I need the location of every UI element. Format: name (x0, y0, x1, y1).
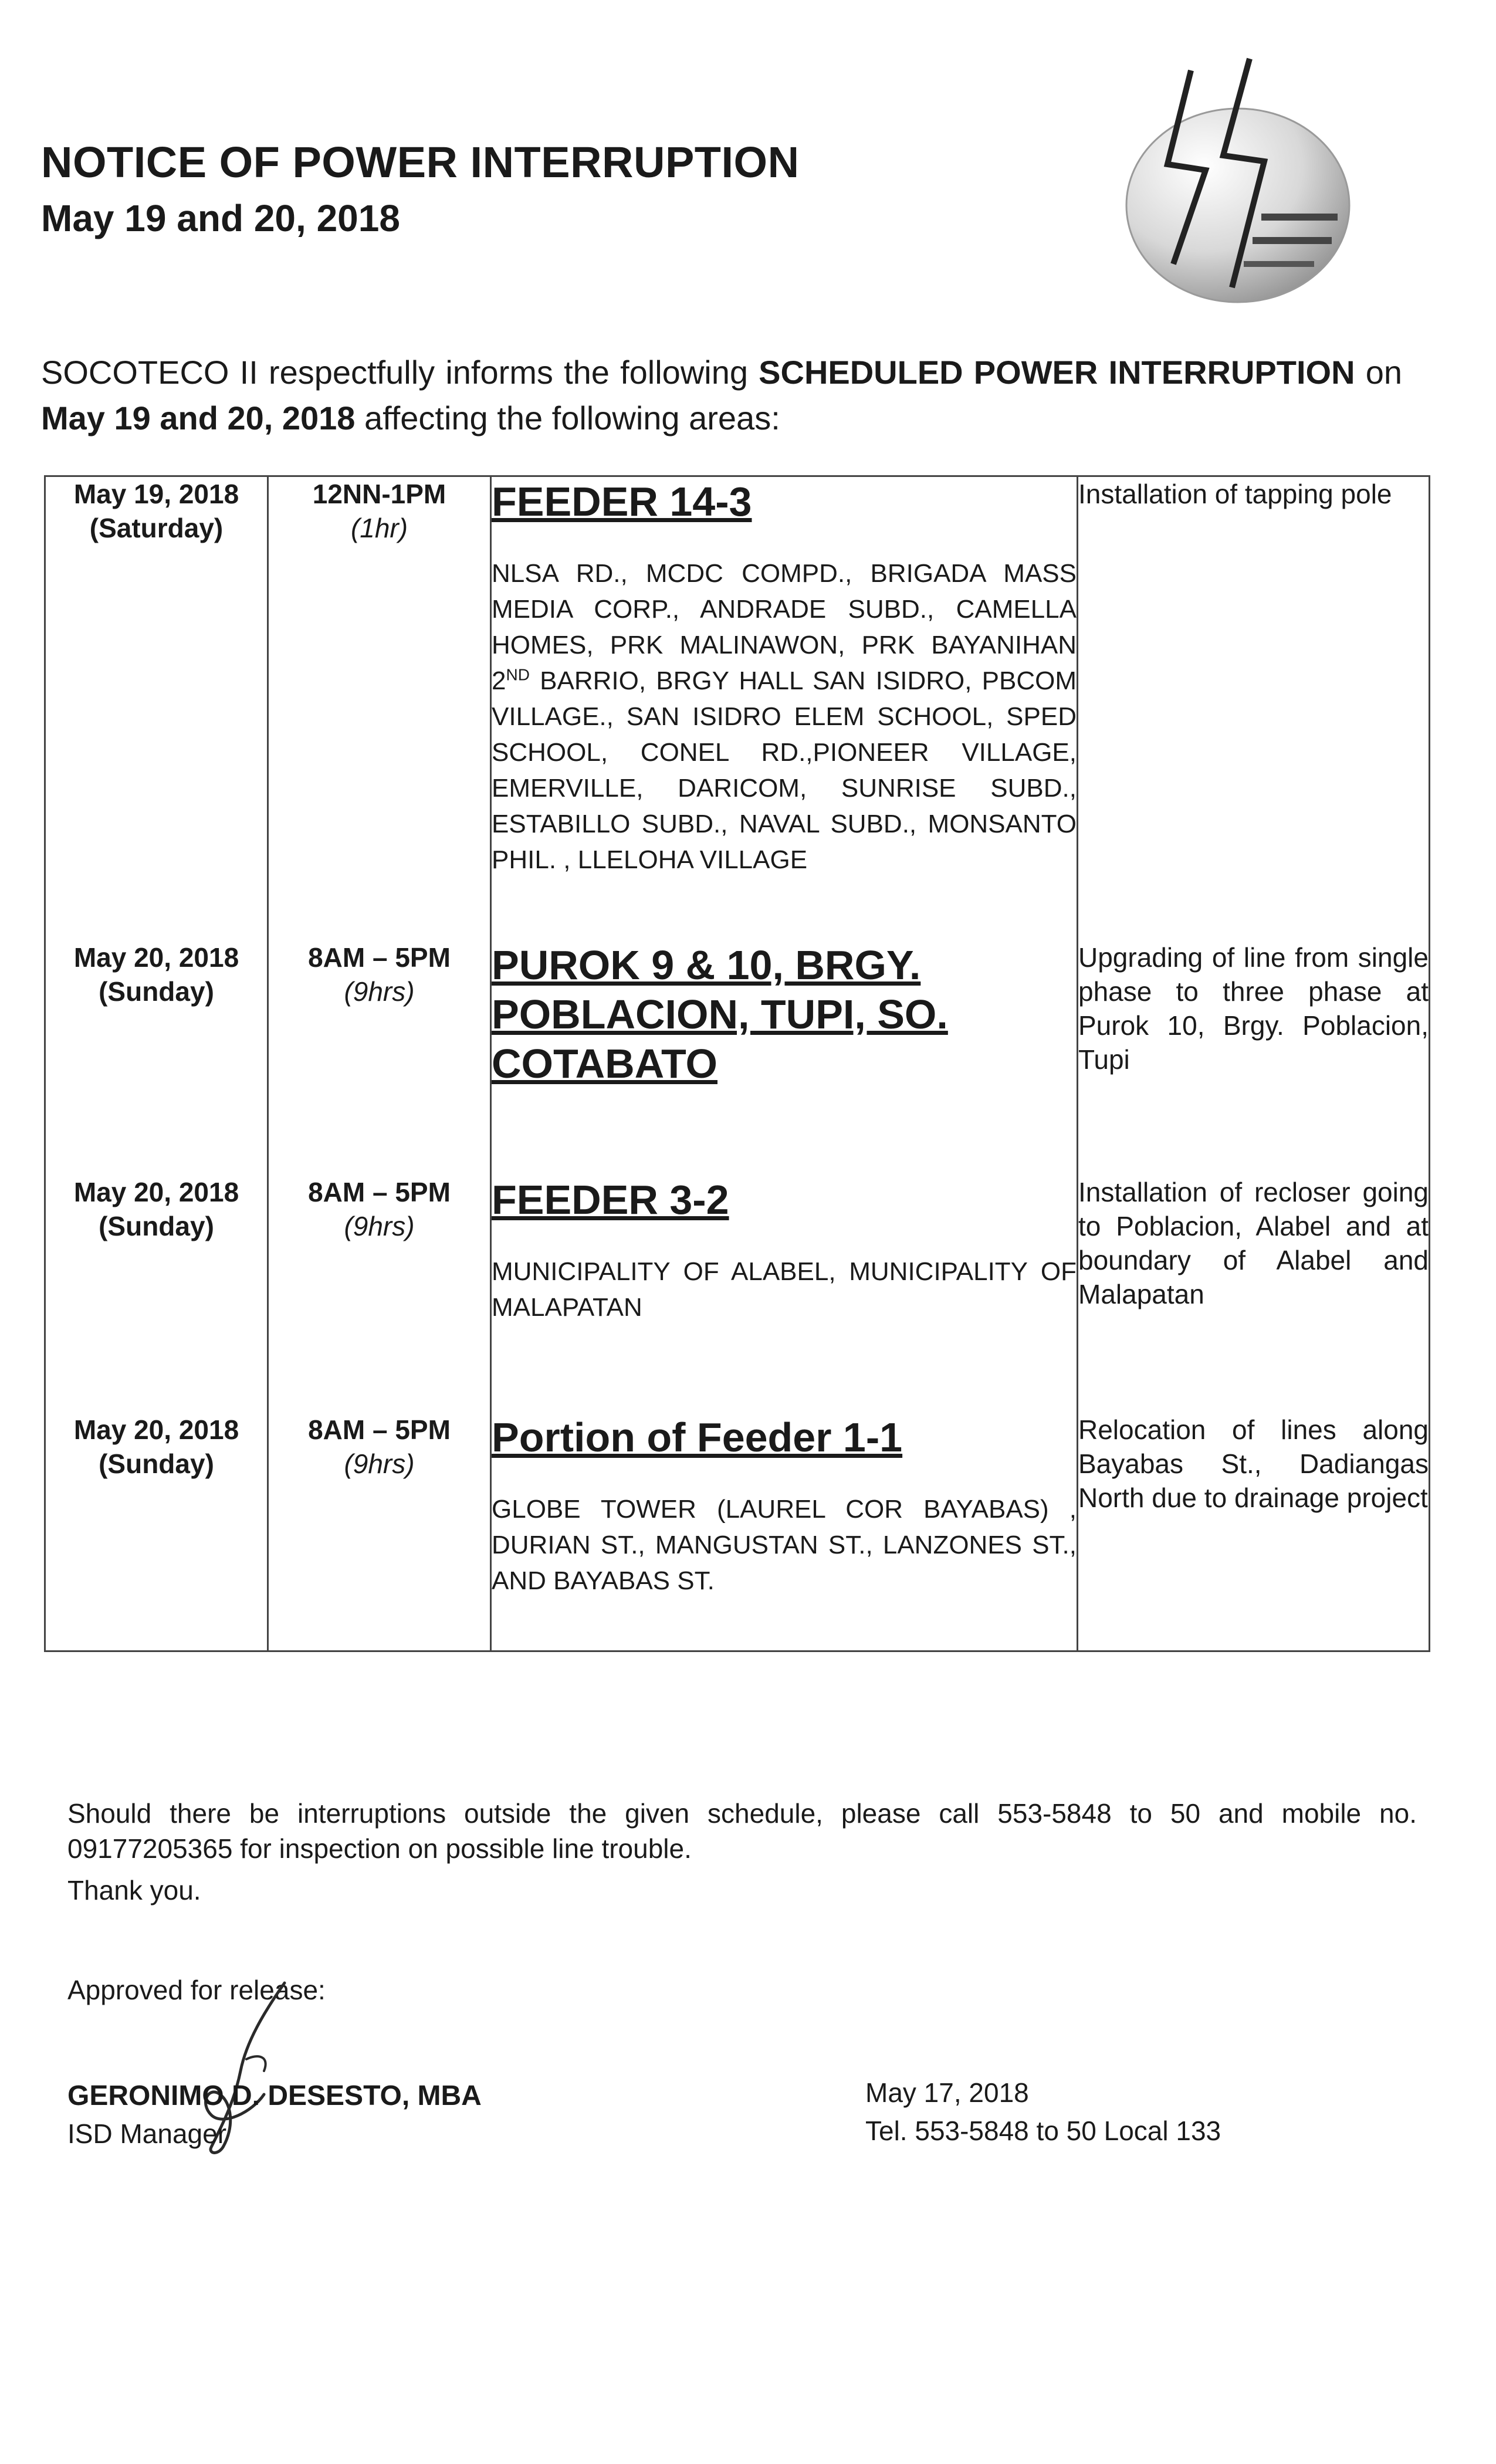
time-text: 12NN-1PM (312, 479, 446, 509)
table-row (45, 476, 1430, 941)
reason-cell: Relocation of lines along Bayabas St., Dadiangas North due to drainage project (1078, 1413, 1430, 1651)
area-cell (491, 940, 1078, 1175)
day-text: (Sunday) (99, 1448, 214, 1479)
time-text: 8AM – 5PM (308, 1177, 451, 1207)
day-text: (Sunday) (99, 976, 214, 1007)
day-text: (Saturday) (89, 513, 224, 543)
day-text: (Sunday) (99, 1211, 214, 1241)
intro-text-2: on (1355, 354, 1402, 391)
date-cell (45, 940, 268, 1175)
area-list: MUNICIPALITY OF ALABEL, MUNICIPALITY OF MALAPATAN (492, 1257, 1077, 1322)
date-cell (45, 1413, 268, 1651)
area-title: FEEDER 14-3 (492, 479, 752, 524)
reason-cell: Installation of recloser going to Poblacion, Alabel and at boundary of Alabel and Malapatan (1078, 1175, 1430, 1413)
duration-text: (9hrs) (344, 1211, 415, 1241)
signer-title: ISD Manager (67, 2118, 227, 2149)
area-list-superscript: ND (506, 665, 530, 684)
intro-text-3: affecting the following areas: (355, 400, 780, 436)
area-cell (491, 1413, 1078, 1651)
table-row (45, 1413, 1430, 1651)
contact-note: Should there be interruptions outside the given schedule, please call 553-5848 to 50 and mobile no. 09177205365 for inspection on possible line trouble. (67, 1798, 1417, 1864)
page-title: NOTICE OF POWER INTERRUPTION (41, 138, 800, 187)
lightning-bolt-logo-icon (1103, 53, 1373, 311)
date-cell (45, 1175, 268, 1413)
time-text: 8AM – 5PM (308, 1414, 451, 1445)
intro-bold-2: May 19 and 20, 2018 (41, 400, 356, 436)
intro-bold-1: SCHEDULED POWER INTERRUPTION (759, 354, 1355, 391)
page-subtitle: May 19 and 20, 2018 (41, 197, 400, 239)
duration-text: (9hrs) (344, 1448, 415, 1479)
time-cell (268, 940, 491, 1175)
area-title: PUROK 9 & 10, BRGY. POBLACION, TUPI, SO. COTABATO (492, 942, 948, 1087)
time-text: 8AM – 5PM (308, 942, 451, 973)
reason-cell: Installation of tapping pole (1078, 476, 1430, 941)
area-title: FEEDER 3-2 (492, 1177, 729, 1223)
approved-label: Approved for release: (67, 1975, 326, 2005)
date-text: May 20, 2018 (73, 1177, 239, 1207)
table-row (45, 940, 1430, 1175)
area-list (492, 556, 1077, 878)
duration-text: (9hrs) (344, 976, 415, 1007)
duration-text: (1hr) (350, 513, 408, 543)
telephone-line: Tel. 553-5848 to 50 Local 133 (865, 2116, 1221, 2146)
date-text: May 20, 2018 (73, 942, 239, 973)
thank-you-text: Thank you. (67, 1875, 201, 1905)
area-list-part-2: BARRIO, BRGY HALL SAN ISIDRO, PBCOM VILLAGE., SAN ISIDRO ELEM SCHOOL, SPED SCHOOL, CONEL RD.,PIONEER VILLAGE, EMERVILLE, DARICOM, SUNRISE SUBD., ESTABILLO SUBD., NAVAL SUBD., MONSANTO PHIL. , LLELOHA VILLAGE (492, 666, 1077, 874)
signature-date: May 17, 2018 (865, 2077, 1029, 2108)
table-row (45, 1175, 1430, 1413)
date-text: May 19, 2018 (73, 479, 239, 509)
area-title: Portion of Feeder 1-1 (492, 1414, 903, 1460)
date-cell (45, 476, 268, 941)
area-cell (491, 476, 1078, 941)
area-list: GLOBE TOWER (LAUREL COR BAYABAS) , DURIAN ST., MANGUSTAN ST., LANZONES ST., AND BAYABAS ST. (492, 1495, 1077, 1595)
reason-cell: Upgrading of line from single phase to three phase at Purok 10, Brgy. Poblacion, Tupi (1078, 940, 1430, 1175)
time-cell (268, 1175, 491, 1413)
date-text: May 20, 2018 (73, 1414, 239, 1445)
area-cell (491, 1175, 1078, 1413)
time-cell (268, 476, 491, 941)
intro-paragraph (41, 350, 1402, 441)
schedule-table (44, 475, 1430, 1652)
signer-name: GERONIMO D. DESESTO, MBA (67, 2080, 482, 2111)
area-list-part-1: NLSA RD., MCDC COMPD., BRIGADA MASS MEDIA CORP., ANDRADE SUBD., CAMELLA HOMES, PRK MALINAWON, PRK BAYANIHAN 2 (492, 559, 1077, 695)
time-cell (268, 1413, 491, 1651)
intro-text-1: SOCOTECO II respectfully informs the following (41, 354, 759, 391)
